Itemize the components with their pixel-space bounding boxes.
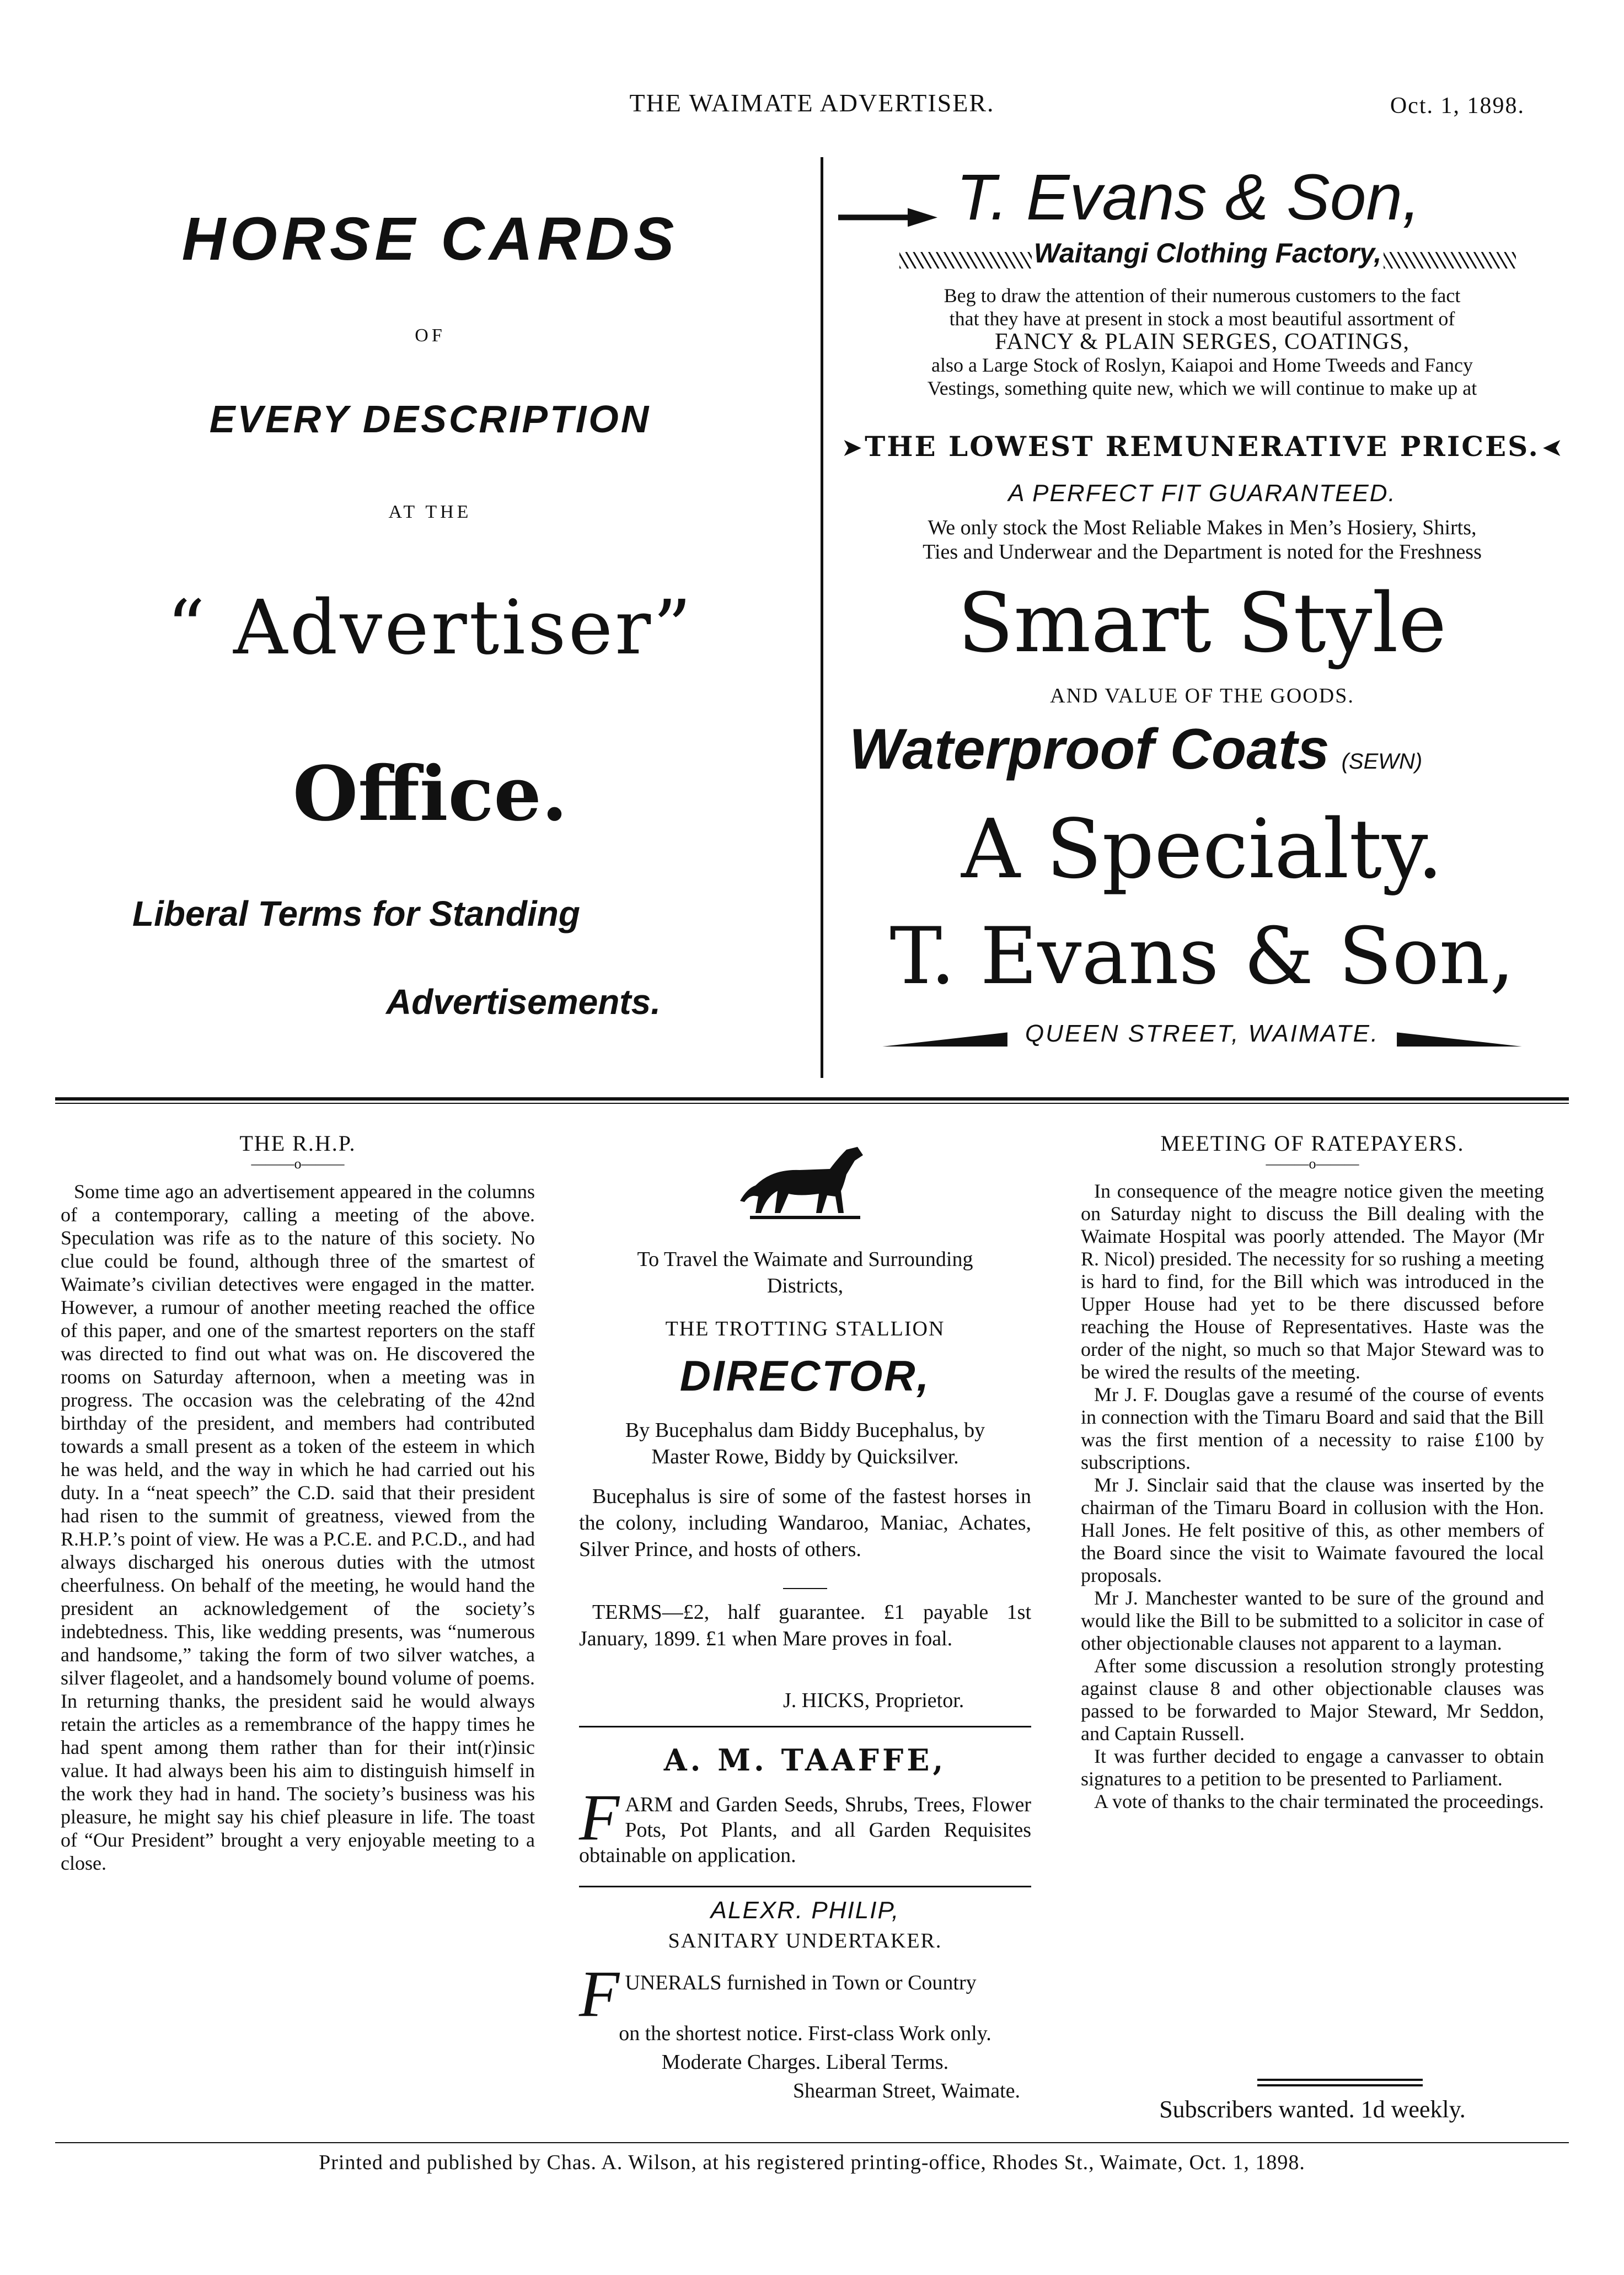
issue-date: Oct. 1, 1898. — [1390, 93, 1525, 119]
philip-body-3: Moderate Charges. Liberal Terms. — [661, 2051, 949, 2074]
horse-cards-title: HORSE CARDS — [181, 205, 679, 273]
sire-text — [579, 1483, 1031, 1563]
philip-name: ALEXR. PHILIP, — [710, 1897, 900, 1924]
at-the-label: AT THE — [388, 502, 472, 522]
stallion-line-3: THE TROTTING STALLION — [665, 1317, 945, 1340]
evans-line-2: that they have at present in stock a most beautiful assortment of — [949, 308, 1455, 330]
advertiser-heading: “ Advertiser” — [167, 584, 694, 672]
ratepayers-para-4: Mr J. Manchester wanted to be sure of the ground and would like the Bill to be submitted to a solicitor in case of other objectionable clauses not apparent to a layman. — [1081, 1587, 1544, 1654]
proprietor: J. HICKS, Proprietor. — [783, 1689, 964, 1712]
evans-name-2: T. Evans & Son, — [889, 911, 1515, 1002]
of-label: OF — [415, 325, 446, 346]
a-specialty: A Specialty. — [961, 802, 1443, 897]
evans-line-5: Vestings, something quite new, which we will continue to make up at — [927, 377, 1477, 399]
philip-title: SANITARY UNDERTAKER. — [668, 1929, 942, 1952]
terms-line-2: Advertisements. — [386, 982, 661, 1022]
footer-rule — [55, 2142, 1569, 2143]
ratepayers-para-6: It was further decided to engage a canvasser to obtain signatures to a petition to be presented to Parliament. — [1081, 1745, 1544, 1790]
ad-rule-2 — [579, 1886, 1031, 1887]
terms-line-1: Liberal Terms for Standing — [132, 894, 580, 933]
ratepayers-article — [1081, 1180, 1544, 1813]
hatch-ornament-left — [899, 252, 1032, 269]
ratepayers-para-2: Mr J. F. Douglas gave a resumé of the course of events in connection with the Timaru Board and said that the Bill was the first mention of a necessity to raise £100 by subscriptions. — [1081, 1383, 1544, 1473]
arrow-right-icon: ➤ — [1541, 433, 1563, 462]
rhp-title: THE R.H.P. — [239, 1131, 356, 1156]
prices-line — [838, 430, 1566, 463]
double-rule-top — [1257, 2079, 1423, 2081]
terms-paragraph: TERMS—£2, half guarantee. £1 payable 1st January, 1899. £1 when Mare proves in foal. — [579, 1601, 1031, 1650]
evans-line-1: Beg to draw the attention of their numerous customers to the fact — [944, 285, 1461, 307]
ratepayers-title: MEETING OF RATEPAYERS. — [1160, 1131, 1465, 1156]
double-rule-bottom — [1257, 2084, 1423, 2086]
pedigree-line-2: Master Rowe, Biddy by Quicksilver. — [651, 1445, 959, 1468]
philip-dropcap: F — [579, 1957, 620, 2030]
taaffe-text — [579, 1780, 1031, 1868]
terms-text — [579, 1599, 1031, 1652]
ratepayers-para-7: A vote of thanks to the chair terminated the proceedings. — [1094, 1790, 1544, 1812]
subscribers-wanted: Subscribers wanted. 1d weekly. — [1159, 2096, 1466, 2123]
sewn-label: (SEWN) — [1341, 749, 1423, 774]
evans-name: T. Evans & Son, — [956, 161, 1421, 234]
taaffe-dropcap: F — [579, 1780, 620, 1854]
factory-line — [849, 237, 1566, 269]
sire-paragraph: Bucephalus is sire of some of the fastest horses in the colony, including Wandaroo, Maniac, Achates, Silver Prince, and hosts of others. — [579, 1485, 1031, 1561]
ratepayers-para-5: After some discussion a resolution strongly protesting against clause 8 and other objectionable clauses was passed to be forwarded to Major Steward, Mr Seddon, and Captain Russell. — [1081, 1655, 1544, 1745]
pedigree-line-1: By Bucephalus dam Biddy Bucephalus, by — [625, 1419, 985, 1442]
pointing-hand-icon — [838, 208, 937, 227]
ad-rule — [579, 1726, 1031, 1727]
ratepayers-para-3: Mr J. Sinclair said that the clause was inserted by the chairman of the Timaru Board in collusion with the Hon. Hall Jones. He felt positive of this, as other members of the Board since the visit to Waimate favoured the local proposals. — [1081, 1474, 1544, 1586]
every-description: EVERY DESCRIPTION — [209, 398, 651, 441]
taaffe-body: ARM and Garden Seeds, Shrubs, Trees, Flower Pots, Pot Plants, and all Garden Requisites obtainable on application. — [579, 1793, 1031, 1867]
rhp-separator: ———o——— — [251, 1156, 345, 1172]
taaffe-name: A. M. TAAFFE, — [663, 1742, 947, 1778]
office-heading: Office. — [292, 750, 568, 838]
evans-stock-text — [838, 516, 1566, 564]
newspaper-title: THE WAIMATE ADVERTISER. — [629, 89, 995, 117]
ratepayers-separator: ———o——— — [1266, 1156, 1359, 1172]
ratepayers-para-1: In consequence of the meagre notice given the meeting on Saturday night to discuss the Bill dealing with the Waimate Hospital was poorly attended. The Mayor (Mr R. Nicol) presided. The necessity for so rushing a meeting is hard to find, for the Bill which was introduced in the Upper House had yet to be there discussed before reaching the House of Representatives. Haste was the order of the night, so much so that Major Steward was to be wired the results of the meeting. — [1081, 1180, 1544, 1383]
hatch-ornament-right — [1384, 252, 1516, 269]
section-rule — [55, 1097, 1569, 1101]
evans-line-3: FANCY & PLAIN SERGES, COATINGS, — [994, 329, 1410, 355]
evans-intro — [838, 284, 1566, 400]
wedge-ornament-left — [881, 1032, 1007, 1047]
waterproof-line — [849, 717, 1566, 782]
rhp-article — [61, 1180, 535, 1875]
evans-line-7: Ties and Underwear and the Department is noted for the Freshness — [923, 540, 1482, 564]
lowest-prices: THE LOWEST REMUNERATIVE PRICES. — [865, 430, 1540, 463]
perfect-fit: A PERFECT FIT GUARANTEED. — [1008, 480, 1396, 507]
imprint: Printed and published by Chas. A. Wilson, at his registered printing-office, Rhodes St., Waimate, Oct. 1, 1898. — [319, 2151, 1305, 2174]
stallion-line-1: To Travel the Waimate and Surrounding — [637, 1248, 973, 1271]
philip-address: Shearman Street, Waimate. — [793, 2079, 1020, 2102]
evans-line-6: We only stock the Most Reliable Makes in Men’s Hosiery, Shirts, — [928, 516, 1477, 539]
wedge-ornament-right — [1397, 1032, 1524, 1047]
street-line — [838, 1020, 1566, 1048]
stallion-line-2: Districts, — [767, 1274, 844, 1297]
column-divider — [821, 157, 823, 1078]
value-of-goods: AND VALUE OF THE GOODS. — [1050, 684, 1354, 707]
section-rule-thin — [55, 1103, 1569, 1104]
factory-name: Waitangi Clothing Factory, — [1033, 238, 1382, 269]
stallion-name: DIRECTOR, — [679, 1351, 931, 1400]
evans-line-4: also a Large Stock of Roslyn, Kaiapoi and Home Tweeds and Fancy — [931, 354, 1473, 376]
philip-body-2: on the shortest notice. First-class Work only. — [619, 2022, 991, 2045]
short-rule — [783, 1588, 827, 1589]
waterproof-coats: Waterproof Coats — [849, 717, 1330, 781]
smart-style: Smart Style — [957, 576, 1447, 670]
street-address: QUEEN STREET, WAIMATE. — [1025, 1020, 1380, 1047]
rhp-body: Some time ago an advertisement appeared in the columns of a contemporary, calling a meeting of the above. Speculation was rife as to the nature of this society. No clue could be found, although three of the smartest of Waimate’s civilian detectives were engaged in the matter. However, a rumour of another meeting reached the office of this paper, and one of the smartest reporters on the staff was directed to find out what was on. He discovered the rooms on Saturday afternoon, when a meeting was in progress. The occasion was the celebrating of the 42nd birthday of the president, and members had contributed towards a small present as a token of the esteem in which he was held, and the way in which he had carried out his duty. In a “neat speech” the C.D. said that their president had risen to the summit of greatness, viewed from the R.H.P.’s point of view. He was a P.C.E. and P.C.D., and had always discharged his onerous duties with the utmost cheerfulness. On behalf of the meeting, he would hand the president an acknowledgement of the society’s indebtedness. This, like wedding presents, was “numerous and handsome,” taking the form of two silver watches, a silver flageolet, and a handsomely bound volume of poems. In returning thanks, the president said he would always retain the articles as a remembrance of the happy times he had spent among them rather than for their int(r)insic value. It had always been his aim to distinguish himself in the work they had in hand. The society’s business was his pleasure, he might say his chief pleasure in life. The toast of “Our President” brought a very enjoyable meeting to a close. — [61, 1181, 535, 1874]
arrow-left-icon: ➤ — [841, 433, 863, 462]
philip-body-1: UNERALS furnished in Town or Country — [625, 1971, 977, 1994]
evans-header — [838, 160, 1566, 237]
horse-icon — [733, 1136, 877, 1224]
philip-text — [579, 1957, 1031, 2105]
